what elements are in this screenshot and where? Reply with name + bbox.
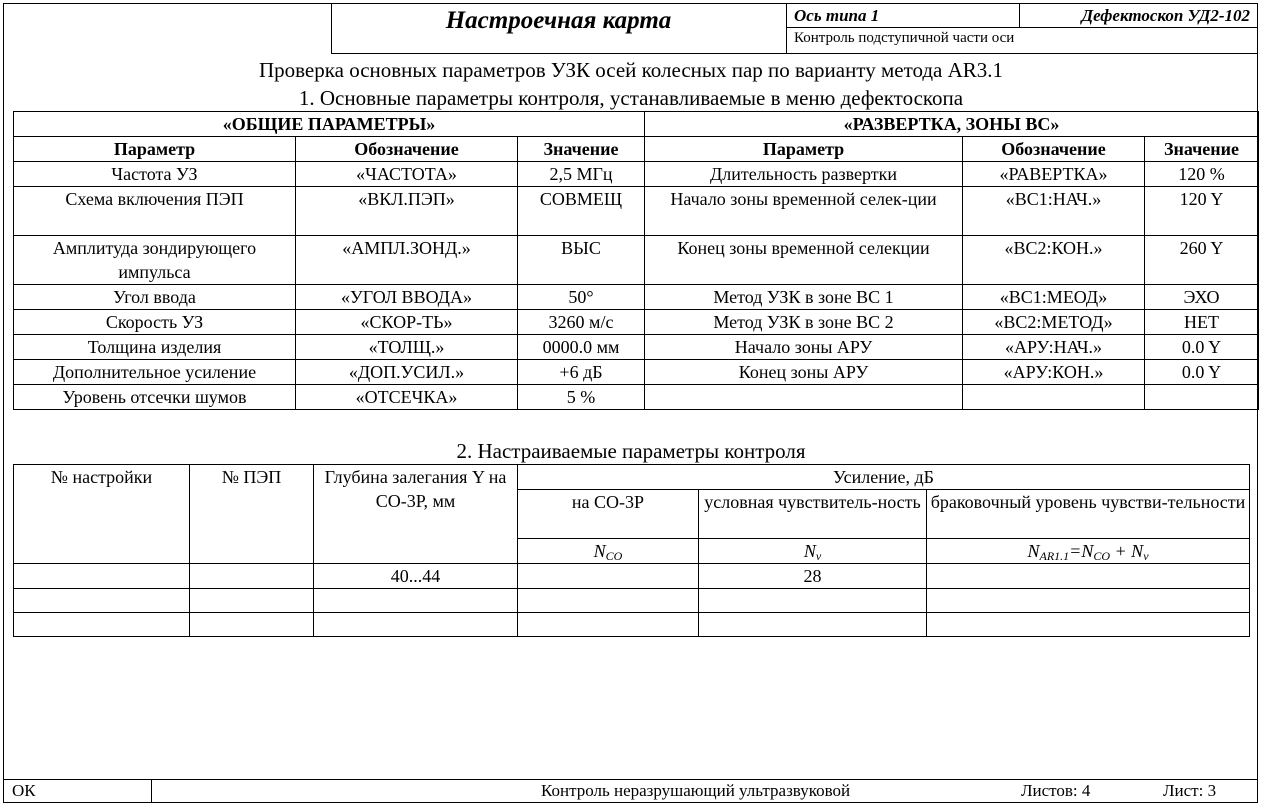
cell (190, 613, 314, 637)
cell (190, 589, 314, 613)
cell: Амплитуда зондирующего импульса (14, 236, 296, 285)
cell: 28 (699, 564, 927, 589)
column-header: Значение (518, 137, 645, 162)
cell: «ОТСЕЧКА» (296, 385, 518, 410)
cell: «ВС2:МЕТОД» (963, 310, 1145, 335)
column-header: № ПЭП (190, 465, 314, 564)
cell: «ВС2:КОН.» (963, 236, 1145, 285)
footer-sheet-number: Лист: 3 (1163, 781, 1217, 800)
cell: Уровень отсечки шумов (14, 385, 296, 410)
cell (927, 564, 1250, 589)
cell (314, 589, 518, 613)
cell (699, 613, 927, 637)
column-header: Усиление, дБ (518, 465, 1250, 490)
cell: 260 Y (1145, 236, 1259, 285)
table-row (14, 589, 1250, 613)
cell: 120 Y (1145, 187, 1259, 236)
cell: НЕТ (1145, 310, 1259, 335)
header-bottom-line (331, 53, 1258, 54)
cell: 50° (518, 285, 645, 310)
cell: 3260 м/с (518, 310, 645, 335)
column-header: Обозначение (963, 137, 1145, 162)
section1-title: 1. Основные параметры контроля, устанавливаемые в меню дефектоскопа (298, 86, 964, 110)
header-mid-line (786, 3, 787, 54)
cell: «ВС1:НАЧ.» (963, 187, 1145, 236)
cell: +6 дБ (518, 360, 645, 385)
cell: Начало зоны АРУ (645, 335, 963, 360)
cell (314, 613, 518, 637)
section2-title: 2. Настраиваемые параметры контроля (456, 439, 806, 463)
footer-sheets-total: Листов: 4 (1021, 781, 1091, 800)
column-header: Параметр (14, 137, 296, 162)
cell: Конец зоны временной селекции (645, 236, 963, 285)
column-header: условная чувствитель-ность (699, 490, 927, 539)
cell: Начало зоны временной селек-ции (645, 187, 963, 236)
header-split-line (786, 27, 1258, 28)
cell: «ТОЛЩ.» (296, 335, 518, 360)
cell: «УГОЛ ВВОДА» (296, 285, 518, 310)
card-title: Настроечная карта (445, 7, 672, 34)
cell: «ВКЛ.ПЭП» (296, 187, 518, 236)
symbol-nv: $N_v$ (699, 539, 927, 564)
header-small-line (1019, 3, 1020, 28)
cell: Длительность развертки (645, 162, 963, 187)
table-row (14, 564, 1250, 589)
table-row (14, 310, 1259, 335)
cell: «СКОР-ТЬ» (296, 310, 518, 335)
table-row (14, 360, 1259, 385)
cell (190, 564, 314, 589)
column-header: Параметр (645, 137, 963, 162)
table-row (14, 236, 1259, 285)
cell: Частота УЗ (14, 162, 296, 187)
cell (1145, 385, 1259, 410)
cell: Скорость УЗ (14, 310, 296, 335)
cell: 2,5 МГц (518, 162, 645, 187)
column-header: на СО-3Р (518, 490, 699, 539)
cell (645, 385, 963, 410)
table-row (14, 385, 1259, 410)
cell: Угол ввода (14, 285, 296, 310)
cell: «ЧАСТОТА» (296, 162, 518, 187)
column-header: Глубина залегания Y на СО-3Р, мм (314, 465, 518, 564)
cell: СОВМЕЩ (518, 187, 645, 236)
symbol-nco: $N_{CO}$ (518, 539, 699, 564)
table-row (14, 162, 1259, 187)
cell: Метод УЗК в зоне ВС 1 (645, 285, 963, 310)
axis-type: Ось типа 1 (794, 6, 880, 25)
table-row (14, 285, 1259, 310)
cell (14, 564, 190, 589)
cell: «АРУ:НАЧ.» (963, 335, 1145, 360)
cell (14, 613, 190, 637)
cell: Метод УЗК в зоне ВС 2 (645, 310, 963, 335)
cell: ВЫС (518, 236, 645, 285)
cell: 120 % (1145, 162, 1259, 187)
header-subtitle: Контроль подступичной части оси (794, 30, 1015, 46)
cell: 0.0 Y (1145, 360, 1259, 385)
table-row (14, 335, 1259, 360)
cell: «АРУ:КОН.» (963, 360, 1145, 385)
cell: «АМПЛ.ЗОНД.» (296, 236, 518, 285)
cell: «ДОП.УСИЛ.» (296, 360, 518, 385)
cell (963, 385, 1145, 410)
header-top-line (331, 3, 1258, 4)
table-row (14, 187, 1259, 236)
cell (518, 564, 699, 589)
column-header: № настройки (14, 465, 190, 564)
group-general-header: «ОБЩИЕ ПАРАМЕТРЫ» (14, 112, 645, 137)
cell: 0.0 Y (1145, 335, 1259, 360)
cell (14, 589, 190, 613)
main-title: Проверка основных параметров УЗК осей колесных пар по варианту метода AR3.1 (258, 58, 1004, 82)
cell (927, 589, 1250, 613)
cell: «ВС1:МЕОД» (963, 285, 1145, 310)
cell (518, 589, 699, 613)
column-header: Значение (1145, 137, 1259, 162)
footer-divider (151, 779, 152, 803)
symbol-nar: $N_{AR1.1}=N_{CO} + N_v$ (927, 539, 1250, 564)
parameters-table (13, 111, 1259, 410)
settings-table (13, 464, 1250, 637)
device-name: Дефектоскоп УД2-102 (1081, 6, 1250, 25)
cell: 5 % (518, 385, 645, 410)
cell: Конец зоны АРУ (645, 360, 963, 385)
table-row (14, 613, 1250, 637)
cell (927, 613, 1250, 637)
cell: Толщина изделия (14, 335, 296, 360)
cell: Дополнительное усиление (14, 360, 296, 385)
footer-line (3, 779, 1258, 780)
cell: ЭХО (1145, 285, 1259, 310)
column-header: браковочный уровень чувстви-тельности (927, 490, 1250, 539)
cell (699, 589, 927, 613)
cell: 0000.0 мм (518, 335, 645, 360)
footer-description: Контроль неразрушающий ультразвуковой (541, 781, 851, 800)
footer-code: ОК (12, 781, 36, 800)
cell: 40...44 (314, 564, 518, 589)
cell (518, 613, 699, 637)
column-header: Обозначение (296, 137, 518, 162)
cell: Схема включения ПЭП (14, 187, 296, 236)
cell: «РАВЕРТКА» (963, 162, 1145, 187)
group-sweep-header: «РАЗВЕРТКА, ЗОНЫ ВС» (645, 112, 1259, 137)
